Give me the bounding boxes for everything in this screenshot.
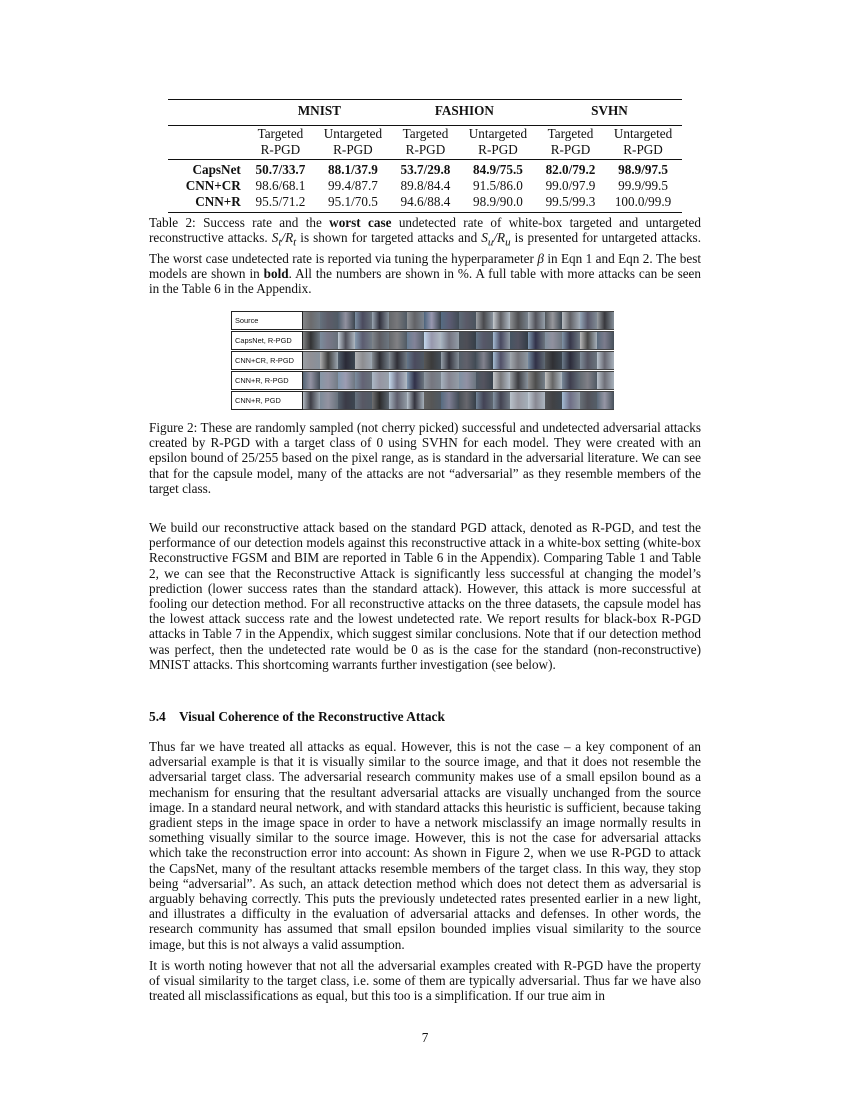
figure-image-strip <box>303 391 614 410</box>
figure-image-strip <box>303 351 614 370</box>
figure-thumbnail <box>303 332 320 349</box>
figure-thumbnail <box>424 312 441 329</box>
figure-thumbnail <box>510 372 527 389</box>
figure-thumbnail <box>424 372 441 389</box>
section-heading <box>149 709 445 725</box>
figure-thumbnail <box>338 372 355 389</box>
figure-thumbnail <box>372 352 389 369</box>
figure-thumbnail <box>338 312 355 329</box>
figure-row-label: Source <box>231 311 303 330</box>
figure-row <box>231 391 614 410</box>
table-dataset-header: FASHION <box>392 100 537 126</box>
table-row-model: CNN+CR <box>185 178 241 193</box>
figure-thumbnail <box>355 352 372 369</box>
figure-thumbnail <box>389 392 406 409</box>
figure-thumbnail <box>320 312 337 329</box>
figure-thumbnail <box>372 332 389 349</box>
figure-image-strip <box>303 331 614 350</box>
figure-thumbnail <box>597 332 614 349</box>
figure-thumbnail <box>493 392 510 409</box>
figure-thumbnail <box>562 352 579 369</box>
figure-thumbnail <box>441 392 458 409</box>
figure-thumbnail <box>459 312 476 329</box>
figure-row-label: CapsNet, R-PGD <box>231 331 303 350</box>
table-caption: Table 2: Success rate and the worst case undetected rate of white-box targeted and untargeted reconstructive attacks. $S_t/R_t$ is shown for targeted attacks and $S_u/R_u$ is presented for untargeted attacks. The worst case undetected rate is reported via tuning the hyperparameter β in Eqn 1 and Eqn 2. The best models are shown in bold. All the numbers are shown in %. A full table with more attacks can be seen in the Table 6 in the Appendix. <box>149 215 701 297</box>
figure-thumbnail <box>459 352 476 369</box>
table-cell: 100.0/99.9 <box>604 194 682 213</box>
table-subheader: R-PGD <box>333 142 373 157</box>
figure-thumbnail <box>493 312 510 329</box>
figure-thumbnail <box>580 352 597 369</box>
table-subheader: R-PGD <box>260 142 301 157</box>
table-cell: 82.0/79.2 <box>537 160 604 179</box>
figure-row-label: CNN+R, R-PGD <box>231 371 303 390</box>
figure-thumbnail <box>407 332 424 349</box>
figure-thumbnail <box>424 392 441 409</box>
figure-thumbnail <box>528 372 545 389</box>
table-cell: 98.9/97.5 <box>604 160 682 179</box>
figure-thumbnail <box>441 372 458 389</box>
figure-thumbnail <box>355 372 372 389</box>
figure-thumbnail <box>476 392 493 409</box>
figure-thumbnail <box>545 392 562 409</box>
figure-thumbnail <box>355 312 372 329</box>
table-subheader: Untargeted <box>314 126 392 143</box>
figure-thumbnail <box>545 372 562 389</box>
figure-thumbnail <box>510 332 527 349</box>
table-cell: 88.1/37.9 <box>314 160 392 179</box>
figure-thumbnail <box>389 352 406 369</box>
figure-thumbnail <box>597 312 614 329</box>
figure-thumbnail <box>493 352 510 369</box>
table-subheader: Targeted <box>247 126 314 143</box>
figure-row <box>231 371 614 390</box>
section-paragraph: Thus far we have treated all attacks as equal. However, this is not the case – a key component of an adversarial example is that it is visually similar to the source image, and that it does not resemble the adversarial target class. The adversarial research community makes use of a small epsilon bound as a mechanism for ensuring that the resultant adversarial attacks are visually unchanged from the source image. In a standard neural network, and with standard attacks this heuristic is sufficient, because taking gradient steps in the image space in order to have a network misclassify an image normally results in something visually similar to the source image. However, this is not the case for adversarial attacks which take the reconstruction error into account: As shown in Figure 2, when we use R-PGD to attack the CapsNet, many of the resultant attacks resemble members of the target class. In this way, they stop being “adversarial”. As such, an attack detection method which does not detect them as adversarial is arguably behaving correctly. This puts the previously undetected rates presented earlier in a new light, and illustrates a difficulty in the evaluation of adversarial attacks and defenses. In other words, the research community has assumed that small epsilon bounded implies visual similarity to the source image, but this is not always a valid assumption. <box>149 739 701 952</box>
results-table <box>168 99 682 213</box>
table-dataset-header-row <box>168 100 682 126</box>
figure-thumbnail <box>372 372 389 389</box>
figure-adversarial-samples <box>231 311 614 412</box>
table-cell: 99.0/97.9 <box>545 178 596 193</box>
figure-thumbnail <box>407 372 424 389</box>
table-subheader: Targeted <box>537 126 604 143</box>
figure-thumbnail <box>441 312 458 329</box>
figure-thumbnail <box>493 372 510 389</box>
figure-thumbnail <box>580 392 597 409</box>
table-dataset-header: SVHN <box>537 100 682 126</box>
figure-thumbnail <box>424 352 441 369</box>
figure-thumbnail <box>493 332 510 349</box>
figure-thumbnail <box>338 392 355 409</box>
table-subheader: R-PGD <box>623 142 663 157</box>
figure-row-label: CNN+R, PGD <box>231 391 303 410</box>
figure-row <box>231 331 614 350</box>
figure-thumbnail <box>597 352 614 369</box>
figure-thumbnail <box>389 332 406 349</box>
figure-thumbnail <box>389 372 406 389</box>
table-subheader: Untargeted <box>604 126 682 143</box>
figure-thumbnail <box>338 332 355 349</box>
figure-thumbnail <box>320 352 337 369</box>
figure-thumbnail <box>389 312 406 329</box>
figure-thumbnail <box>476 312 493 329</box>
figure-thumbnail <box>528 352 545 369</box>
figure-thumbnail <box>562 392 579 409</box>
section-paragraph: It is worth noting however that not all the adversarial examples created with R-PGD have the property of visual similarity to the target class, i.e. some of them are typically adversarial. Thus far we have also treated all misclassifications as equal, but this too is a simplification. If our true aim in <box>149 958 701 1004</box>
figure-thumbnail <box>320 332 337 349</box>
table-cell: 94.6/88.4 <box>392 194 459 213</box>
figure-row <box>231 351 614 370</box>
figure-thumbnail <box>580 372 597 389</box>
figure-thumbnail <box>407 392 424 409</box>
table-cell: 95.5/71.2 <box>247 194 314 213</box>
table-cell: 89.8/84.4 <box>400 178 451 193</box>
figure-row <box>231 311 614 330</box>
figure-caption: Figure 2: These are randomly sampled (not cherry picked) successful and undetected adversarial attacks created by R-PGD with a target class of 0 using SVHN for each model. They were created with an epsilon bound of 25/255 based on the pixel range, as is standard in the adversarial literature. We can see that for the capsule model, many of the attacks are not “adversarial” as they resemble members of the target class. <box>149 420 701 496</box>
table-cell: 98.6/68.1 <box>255 178 306 193</box>
table-subheader: R-PGD <box>550 142 591 157</box>
table-row <box>168 160 682 179</box>
table-row <box>168 178 682 194</box>
table-subheader: R-PGD <box>405 142 446 157</box>
table-cell: 91.5/86.0 <box>473 178 523 193</box>
figure-thumbnail <box>424 332 441 349</box>
section-title: Visual Coherence of the Reconstructive Attack <box>179 709 445 724</box>
table-cell: 84.9/75.5 <box>459 160 537 179</box>
figure-thumbnail <box>476 372 493 389</box>
figure-thumbnail <box>597 392 614 409</box>
figure-thumbnail <box>510 352 527 369</box>
figure-thumbnail <box>510 392 527 409</box>
table-cell: 99.5/99.3 <box>537 194 604 213</box>
figure-thumbnail <box>303 372 320 389</box>
figure-row-label: CNN+CR, R-PGD <box>231 351 303 370</box>
table-cell: 95.1/70.5 <box>314 194 392 213</box>
figure-thumbnail <box>459 332 476 349</box>
figure-thumbnail <box>303 352 320 369</box>
figure-thumbnail <box>510 312 527 329</box>
figure-thumbnail <box>562 312 579 329</box>
table-subheader-row-2 <box>168 142 682 160</box>
table-row <box>168 194 682 213</box>
figure-thumbnail <box>562 372 579 389</box>
figure-thumbnail <box>303 392 320 409</box>
figure-thumbnail <box>597 372 614 389</box>
figure-image-strip <box>303 311 614 330</box>
figure-thumbnail <box>320 372 337 389</box>
figure-thumbnail <box>407 352 424 369</box>
table-dataset-header: MNIST <box>247 100 392 126</box>
figure-thumbnail <box>545 332 562 349</box>
table-subheader: R-PGD <box>478 142 518 157</box>
figure-thumbnail <box>476 352 493 369</box>
figure-thumbnail <box>545 312 562 329</box>
figure-thumbnail <box>372 312 389 329</box>
figure-thumbnail <box>459 392 476 409</box>
table-subheader: Untargeted <box>459 126 537 143</box>
figure-thumbnail <box>303 312 320 329</box>
section-number: 5.4 <box>149 709 166 724</box>
table-cell: 98.9/90.0 <box>459 194 537 213</box>
figure-thumbnail <box>580 312 597 329</box>
figure-thumbnail <box>407 312 424 329</box>
table-cell: 99.9/99.5 <box>618 178 668 193</box>
figure-thumbnail <box>545 352 562 369</box>
page-number: 7 <box>421 1030 429 1045</box>
figure-thumbnail <box>355 392 372 409</box>
figure-thumbnail <box>355 332 372 349</box>
figure-thumbnail <box>528 332 545 349</box>
figure-thumbnail <box>562 332 579 349</box>
figure-thumbnail <box>528 392 545 409</box>
table-row-model: CapsNet <box>168 160 247 179</box>
figure-thumbnail <box>372 392 389 409</box>
figure-thumbnail <box>580 332 597 349</box>
figure-thumbnail <box>441 332 458 349</box>
table-cell: 99.4/87.7 <box>328 178 378 193</box>
figure-thumbnail <box>459 372 476 389</box>
figure-thumbnail <box>476 332 493 349</box>
figure-thumbnail <box>528 312 545 329</box>
table-subheader-row-1 <box>168 126 682 143</box>
body-paragraph: We build our reconstructive attack based on the standard PGD attack, denoted as R-PGD, and test the performance of our detection models against this reconstructive attack in a white-box setting (white-box Reconstructive FGSM and BIM are reported in Table 6 in the Appendix). Comparing Table 1 and Table 2, we can see that the Reconstructive Attack is significantly less successful at changing the model’s prediction (lower success rates than the standard attack). However, this attack is more successful at fooling our detection method. For all reconstructive attacks on the three datasets, the capsule model has the lowest attack success rate and the lowest undetected rate. We report results for black-box R-PGD attacks in Table 7 in the Appendix, which suggest similar conclusions. Note that if our detection method was perfect, then the undetected rate would be 0 as is the case for the standard (non-reconstructive) MNIST attacks. This shortcoming warrants further investigation (see below). <box>149 520 701 672</box>
figure-thumbnail <box>338 352 355 369</box>
table-cell: 50.7/33.7 <box>247 160 314 179</box>
figure-thumbnail <box>441 352 458 369</box>
table-cell: 53.7/29.8 <box>392 160 459 179</box>
table-row-model: CNN+R <box>168 194 247 213</box>
table-subheader: Targeted <box>392 126 459 143</box>
figure-thumbnail <box>320 392 337 409</box>
figure-image-strip <box>303 371 614 390</box>
